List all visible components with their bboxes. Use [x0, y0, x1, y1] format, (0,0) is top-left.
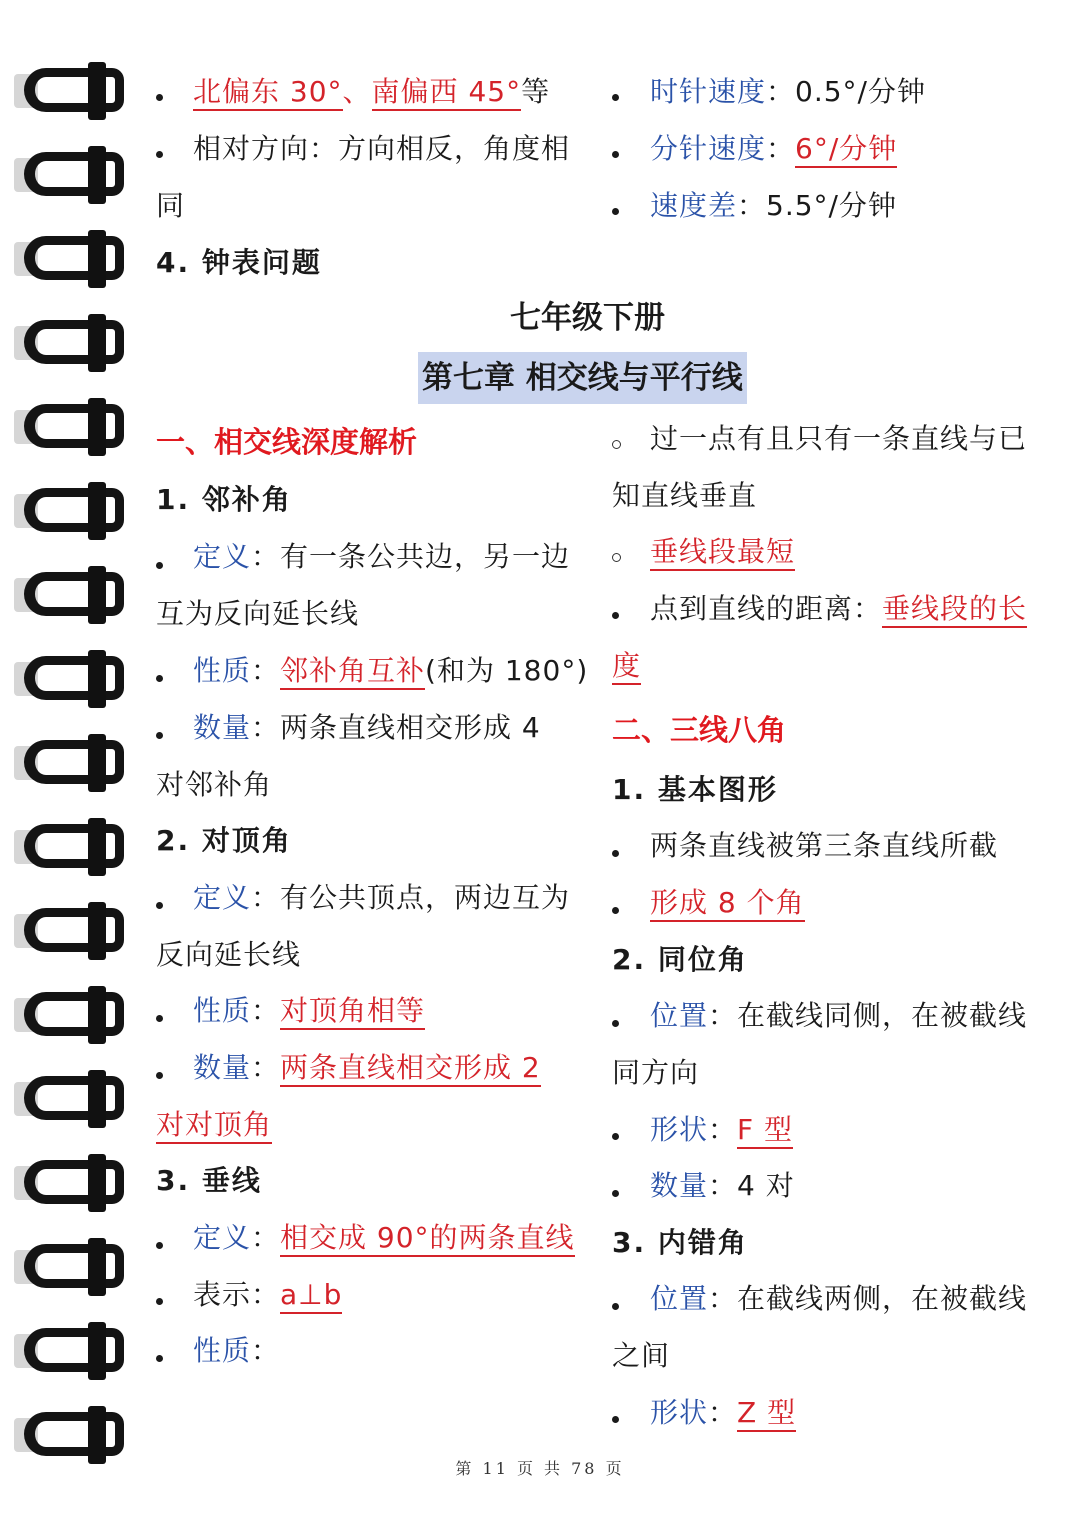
bullet-icon	[612, 94, 619, 101]
colon: ：	[251, 1334, 281, 1367]
qty-text: 两条直线相交形成 2	[280, 1051, 541, 1087]
direction-ne30: 北偏东 30°	[193, 75, 343, 111]
corresponding-shape	[650, 1110, 793, 1150]
notation-value: a⊥b	[280, 1278, 342, 1314]
qty-value: ：4 对	[708, 1169, 795, 1202]
corresponding-quantity	[650, 1166, 795, 1206]
vertical-property	[193, 991, 425, 1031]
perpendicular-property	[193, 1331, 280, 1371]
spiral-ring	[8, 984, 138, 1046]
notation-label: 表示：	[193, 1278, 281, 1311]
prop-value: 对顶角相等	[280, 994, 425, 1030]
bullet-icon	[612, 1133, 619, 1140]
speed-diff-label: 速度差	[650, 189, 738, 222]
def-value: 相交成 90°的两条直线	[280, 1221, 575, 1257]
adjacent-quantity-line1	[193, 708, 541, 748]
vertical-quantity-line1	[193, 1048, 541, 1088]
section-three-lines-eight-angles: 二、三线八角	[612, 713, 787, 747]
shape-value: F 型	[737, 1113, 793, 1149]
prop-label: 性质	[193, 654, 252, 687]
bullet-icon	[612, 1416, 619, 1423]
adjacent-def-line2: 互为反向延长线	[156, 597, 360, 630]
unique-perpendicular-line2: 知直线垂直	[612, 479, 758, 512]
spiral-ring	[8, 1320, 138, 1382]
subsection-adjacent-supplementary: 1. 邻补角	[156, 483, 292, 516]
bullet-icon	[156, 732, 163, 739]
minute-speed-label: 分针速度	[650, 132, 767, 165]
qty-text: ：两条直线相交形成 4	[251, 711, 541, 744]
prop-extra: (和为 180°)	[425, 654, 589, 687]
section-intersecting-lines: 一、相交线深度解析	[156, 425, 418, 459]
colon: ：	[251, 994, 281, 1027]
colon: ：	[766, 132, 796, 165]
direction-suffix: 等	[521, 75, 551, 108]
def-label: 定义	[193, 1221, 252, 1254]
spiral-ring	[8, 1152, 138, 1214]
spiral-ring	[8, 396, 138, 458]
qty-label: 数量	[193, 1051, 252, 1084]
perpendicular-def	[193, 1218, 575, 1258]
prop-label: 性质	[193, 994, 252, 1027]
bullet-icon	[156, 1242, 163, 1249]
separator: 、	[342, 75, 372, 108]
bullet-icon	[156, 1298, 163, 1305]
alternate-position-line1	[650, 1279, 1027, 1319]
hour-speed-label: 时针速度	[650, 75, 767, 108]
bullet-icon	[612, 151, 619, 158]
perpendicular-notation	[193, 1275, 342, 1315]
volume-title: 七年级下册	[510, 300, 665, 336]
basic-figure-b2	[650, 883, 805, 923]
bullet-icon	[156, 1355, 163, 1362]
pos-text: ：在截线同侧，在被截线	[708, 999, 1028, 1032]
hour-hand-speed	[650, 72, 926, 112]
bullet-icon	[612, 208, 619, 215]
shape-label: 形状	[650, 1113, 709, 1146]
spiral-ring	[8, 816, 138, 878]
prop-value: 邻补角互补	[280, 654, 425, 690]
colon: ：	[251, 1221, 281, 1254]
spiral-ring	[8, 564, 138, 626]
bullet-icon	[156, 1015, 163, 1022]
pos-label: 位置	[650, 999, 709, 1032]
bullet-icon	[156, 902, 163, 909]
bullet-icon	[612, 907, 619, 914]
bullet-icon	[156, 94, 163, 101]
bullet-icon	[156, 675, 163, 682]
pos-text: ：在截线两侧，在被截线	[708, 1282, 1028, 1315]
colon: ：	[708, 1113, 738, 1146]
relative-direction-line1: 相对方向：方向相反，角度相	[193, 132, 571, 165]
spiral-ring	[8, 228, 138, 290]
shortest-segment	[650, 532, 795, 572]
hour-speed-value: ：0.5°/分钟	[766, 75, 926, 108]
alternate-position-line2: 之间	[612, 1339, 671, 1372]
page-footer: 第 11 页 共 78 页	[455, 1459, 625, 1478]
shortest-segment-text: 垂线段最短	[650, 535, 795, 571]
adjacent-property	[193, 651, 588, 691]
bullet-icon	[612, 850, 619, 857]
speed-difference	[650, 186, 897, 226]
subsection-vertical-angles: 2. 对顶角	[156, 824, 292, 857]
spiral-ring	[8, 480, 138, 542]
shape-label: 形状	[650, 1396, 709, 1429]
chapter-title: 第七章 相交线与平行线	[418, 352, 747, 404]
shape-value: Z 型	[737, 1396, 796, 1432]
distance-line1	[650, 589, 1027, 629]
spiral-ring	[8, 900, 138, 962]
distance-value-cont: 度	[612, 649, 641, 685]
alternate-shape	[650, 1393, 796, 1433]
minute-hand-speed	[650, 129, 897, 169]
section-clock-problems: 4. 钟表问题	[156, 246, 322, 279]
qty-label: 数量	[650, 1169, 709, 1202]
vertical-def-line2: 反向延长线	[156, 938, 302, 971]
unique-perpendicular-line1: 过一点有且只有一条直线与已	[650, 422, 1028, 455]
def-label: 定义	[193, 540, 252, 573]
corresponding-position-line1	[650, 996, 1027, 1036]
def-text: ：有公共顶点，两边互为	[251, 881, 571, 914]
minute-speed-value: 6°/分钟	[795, 132, 897, 168]
pos-label: 位置	[650, 1282, 709, 1315]
basic-figure-b1: 两条直线被第三条直线所截	[650, 829, 999, 862]
subsection-basic-figure: 1. 基本图形	[612, 773, 778, 806]
speed-diff-value: ：5.5°/分钟	[737, 189, 897, 222]
spiral-ring	[8, 1236, 138, 1298]
qty-text-cont: 对对顶角	[156, 1108, 272, 1144]
eight-angles-text: 形成 8 个角	[650, 886, 805, 922]
subsection-corresponding-angles: 2. 同位角	[612, 943, 748, 976]
def-text: ：有一条公共边，另一边	[251, 540, 571, 573]
bullet-icon	[612, 1303, 619, 1310]
spiral-ring	[8, 732, 138, 794]
adjacent-quantity-line2: 对邻补角	[156, 768, 273, 801]
prop-label: 性质	[193, 1334, 252, 1367]
circle-bullet-icon	[612, 440, 621, 449]
colon: ：	[708, 1396, 738, 1429]
vertical-def-line1	[193, 878, 570, 918]
bullet-icon	[156, 151, 163, 158]
spiral-ring	[8, 1068, 138, 1130]
spiral-ring	[8, 144, 138, 206]
relative-direction-line2: 同	[156, 189, 186, 222]
def-label: 定义	[193, 881, 252, 914]
bullet-icon	[612, 1190, 619, 1197]
subsection-alternate-interior: 3. 内错角	[612, 1226, 748, 1259]
qty-label: 数量	[193, 711, 252, 744]
spiral-ring	[8, 60, 138, 122]
direction-examples	[193, 72, 550, 112]
colon: ：	[251, 654, 281, 687]
bullet-icon	[156, 562, 163, 569]
bullet-icon	[612, 1020, 619, 1027]
spiral-ring	[8, 312, 138, 374]
colon: ：	[251, 1051, 281, 1084]
distance-label: 点到直线的距离：	[650, 592, 883, 625]
adjacent-def-line1	[193, 537, 570, 577]
direction-sw45: 南偏西 45°	[372, 75, 522, 111]
spiral-binding	[8, 60, 138, 1490]
subsection-perpendicular: 3. 垂线	[156, 1164, 262, 1197]
bullet-icon	[156, 1072, 163, 1079]
bullet-icon	[612, 612, 619, 619]
corresponding-position-line2: 同方向	[612, 1056, 700, 1089]
distance-line2	[612, 646, 641, 686]
vertical-quantity-line2	[156, 1105, 272, 1145]
distance-value: 垂线段的长	[882, 592, 1027, 628]
spiral-ring	[8, 648, 138, 710]
circle-bullet-icon	[612, 553, 621, 562]
